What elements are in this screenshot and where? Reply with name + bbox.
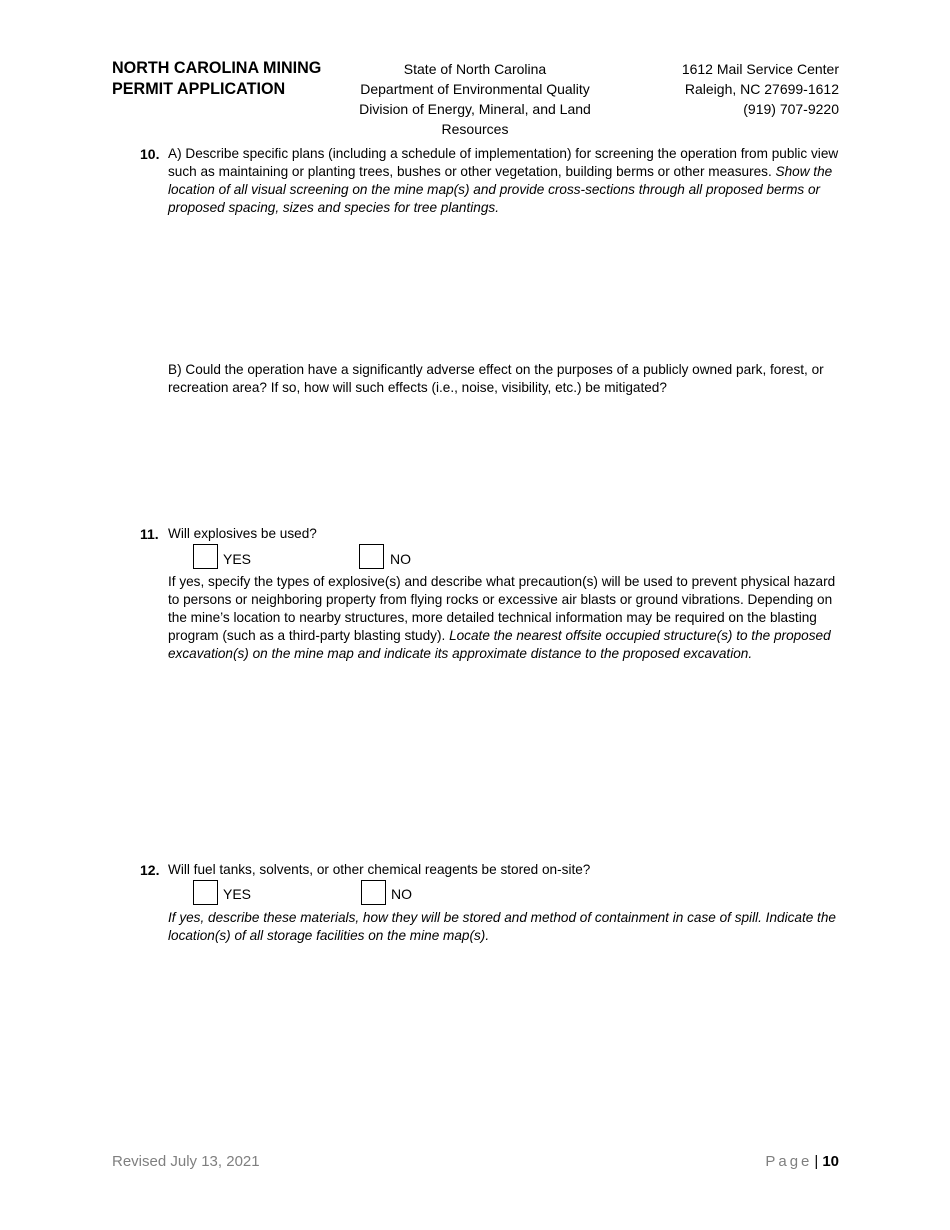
address-line1: 1612 Mail Service Center [681, 61, 839, 77]
question-10-number: 10. [140, 146, 160, 162]
form-title [112, 57, 321, 99]
form-title-line2: PERMIT APPLICATION [112, 79, 286, 98]
q11-yes-label: YES [223, 551, 252, 567]
q11-no-label: NO [390, 551, 411, 567]
revision-date: Revised July 13, 2021 [112, 1153, 260, 1170]
q11-no-checkbox[interactable] [359, 544, 384, 569]
page-label: Page [765, 1153, 813, 1170]
question-10a-instructions: A) Describe specific plans (including a schedule of implementation) for screening the operation from public view such as maintaining or planting trees, bushes or other vegetation, building berms or other measures. [168, 146, 839, 179]
page-separator: | [814, 1153, 819, 1170]
agency-department: Department of Environmental Quality [360, 81, 590, 97]
question-12-number: 12. [140, 862, 160, 878]
question-12-text: Will fuel tanks, solvents, or other chemical reagents be stored on-site? [168, 862, 591, 877]
question-10a-text [168, 145, 848, 217]
question-10b-text: B) Could the operation have a significantly adverse effect on the purposes of a publicly owned park, forest, or recreation area? If so, how will such effects (i.e., noise, visibility, etc.) be mitigated? [168, 362, 824, 395]
agency-state: State of North Carolina [403, 61, 547, 77]
question-11-detail [168, 573, 848, 663]
question-12-detail: If yes, describe these materials, how they will be stored and method of containment in case of spill. Indicate the location(s) of all storage facilities on the mine map(s). [168, 910, 836, 943]
agency-block [335, 59, 615, 139]
q12-no-label: NO [391, 886, 412, 902]
page-number-block [765, 1152, 839, 1172]
question-11-italic-note: Locate the nearest offsite occupied structure(s) to the proposed excavation(s) on the mine map and indicate its approximate distance to the proposed excavation. [168, 628, 831, 661]
q12-yes-label: YES [223, 886, 252, 902]
address-line2: Raleigh, NC 27699-1612 [684, 81, 839, 97]
address-phone: (919) 707-9220 [743, 101, 839, 117]
page-number: 10 [822, 1153, 839, 1170]
question-11-number: 11. [140, 526, 159, 542]
question-11-detail-text: If yes, specify the types of explosive(s) and describe what precaution(s) will be used to prevent physical hazard to persons or neighboring property from flying rocks or excessive air blasts or ground vibrations. Depending on the mine’s location to nearby structures, more detailed technical information may be required on the blasting program (such as a third-party blasting study). [168, 574, 836, 643]
q11-yes-checkbox[interactable] [193, 544, 218, 569]
question-10a-italic-note: Show the location of all visual screening on the mine map(s) and provide cross-sections through all proposed berms or proposed spacing, sizes and species for tree plantings. [168, 164, 833, 215]
question-11-text: Will explosives be used? [168, 526, 317, 541]
form-title-line1: NORTH CAROLINA MINING [112, 58, 322, 77]
q12-yes-checkbox[interactable] [193, 880, 218, 905]
agency-division: Division of Energy, Mineral, and Land Resources [359, 101, 591, 137]
address-block [639, 59, 839, 119]
q12-no-checkbox[interactable] [361, 880, 386, 905]
